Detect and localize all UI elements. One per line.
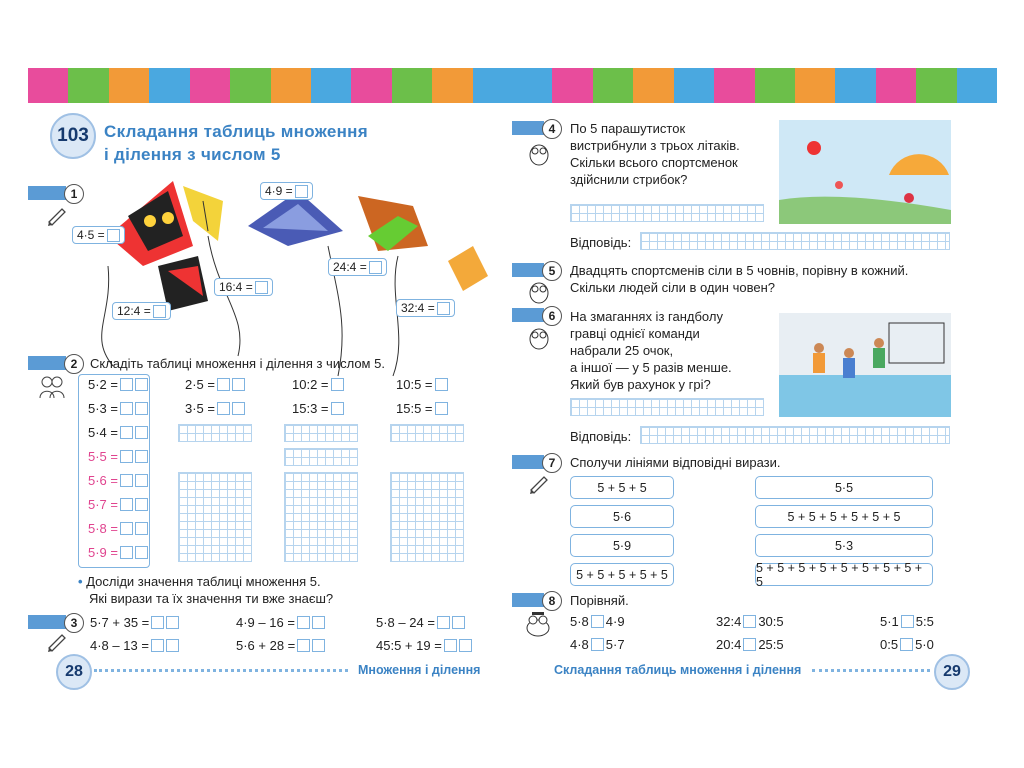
compare bbox=[716, 637, 784, 652]
answer-box[interactable] bbox=[217, 378, 230, 391]
match-right-4[interactable]: 5 + 5 + 5 + 5 + 5 + 5 + 5 + 5 + 5 bbox=[755, 563, 933, 586]
frog-scholar-icon bbox=[524, 610, 552, 638]
eq bbox=[90, 638, 179, 653]
answer-box[interactable] bbox=[120, 498, 133, 511]
compare-left: 32:4 bbox=[716, 614, 742, 629]
task-6-text bbox=[570, 308, 732, 393]
table-expr: 5·4 = bbox=[88, 425, 118, 440]
answer-box[interactable] bbox=[135, 474, 148, 487]
answer-box[interactable] bbox=[120, 474, 133, 487]
task-6-number: 6 bbox=[542, 306, 562, 326]
title-line-2: і ділення з числом 5 bbox=[104, 145, 281, 164]
answer-box[interactable] bbox=[135, 522, 148, 535]
color-band bbox=[28, 68, 513, 103]
answer-grid[interactable] bbox=[284, 448, 358, 466]
answer-box[interactable] bbox=[120, 426, 133, 439]
handball-image bbox=[779, 313, 951, 417]
answer-box[interactable] bbox=[151, 616, 164, 629]
compare-right: 5·0 bbox=[915, 637, 934, 652]
kite-label-4[interactable] bbox=[214, 278, 273, 296]
answer-box[interactable] bbox=[135, 498, 148, 511]
lesson-title bbox=[104, 120, 368, 166]
right-page bbox=[512, 68, 997, 700]
text-line: набрали 25 очок, bbox=[570, 343, 674, 358]
answer-grid[interactable] bbox=[570, 398, 764, 416]
answer-box[interactable] bbox=[312, 616, 325, 629]
compare-box[interactable] bbox=[591, 638, 604, 651]
answer-grid[interactable] bbox=[640, 426, 950, 444]
task-7-text: Сполучи лініями відповідні вирази. bbox=[570, 455, 781, 470]
eq-text: 2·5 = bbox=[185, 377, 215, 392]
compare-left: 5·8 bbox=[570, 614, 589, 629]
answer-box[interactable] bbox=[255, 281, 268, 294]
match-right-3[interactable]: 5·3 bbox=[755, 534, 933, 557]
text-line: вистрибнули з трьох літаків. bbox=[570, 138, 740, 153]
kite-expr: 24:4 = bbox=[333, 260, 367, 274]
kite-label-5[interactable] bbox=[112, 302, 171, 320]
answer-box[interactable] bbox=[135, 450, 148, 463]
task-2-number: 2 bbox=[64, 354, 84, 374]
pair-work-icon bbox=[38, 374, 66, 400]
kite-expr: 12:4 = bbox=[117, 304, 151, 318]
answer-box[interactable] bbox=[437, 616, 450, 629]
eq bbox=[376, 638, 472, 653]
task-4-text bbox=[570, 120, 740, 188]
note-line-2: Які вирази та їх значення ти вже знаєш? bbox=[89, 591, 334, 606]
answer-box[interactable] bbox=[120, 546, 133, 559]
answer-box[interactable] bbox=[135, 402, 148, 415]
footer-text: Складання таблиць множення і ділення bbox=[554, 663, 802, 677]
task-4-number: 4 bbox=[542, 119, 562, 139]
match-right-2[interactable]: 5 + 5 + 5 + 5 + 5 + 5 bbox=[755, 505, 933, 528]
eq bbox=[396, 377, 448, 392]
eq-text: 4·9 – 16 = bbox=[236, 615, 295, 630]
task-bar bbox=[28, 356, 66, 370]
answer-box[interactable] bbox=[435, 402, 448, 415]
table-row bbox=[88, 401, 148, 416]
compare-box[interactable] bbox=[743, 638, 756, 651]
answer-box[interactable] bbox=[297, 616, 310, 629]
text-line: Двадцять спортсменів сіли в 5 човнів, порівну в кожний. bbox=[570, 263, 909, 278]
compare bbox=[880, 637, 934, 652]
page-number: 29 bbox=[934, 654, 970, 690]
task-bar bbox=[512, 121, 544, 135]
answer-grid[interactable] bbox=[390, 424, 464, 442]
task-5-number: 5 bbox=[542, 261, 562, 281]
task-bar bbox=[512, 263, 544, 277]
answer-box[interactable] bbox=[437, 302, 450, 315]
footer-dots bbox=[812, 669, 930, 672]
task-2-text: Складіть таблиці множення і ділення з числом 5. bbox=[90, 356, 385, 371]
eq-text: 5·8 – 24 = bbox=[376, 615, 435, 630]
table-row bbox=[88, 425, 148, 440]
answer-box[interactable] bbox=[295, 185, 308, 198]
answer-grid[interactable] bbox=[570, 204, 764, 222]
answer-box[interactable] bbox=[232, 378, 245, 391]
answer-box[interactable] bbox=[452, 616, 465, 629]
answer-label: Відповідь: bbox=[570, 429, 632, 444]
compare bbox=[570, 614, 625, 629]
match-left-3[interactable]: 5·9 bbox=[570, 534, 674, 557]
compare-right: 30:5 bbox=[758, 614, 784, 629]
pencil-icon bbox=[46, 204, 68, 226]
answer-box[interactable] bbox=[151, 639, 164, 652]
task-1-number: 1 bbox=[64, 184, 84, 204]
table-row bbox=[88, 449, 148, 464]
owl-icon bbox=[528, 140, 550, 166]
task-8-number: 8 bbox=[542, 591, 562, 611]
kite-expr: 32:4 = bbox=[401, 301, 435, 315]
text-line: На змаганнях із гандболу bbox=[570, 309, 723, 324]
compare-right: 25:5 bbox=[758, 637, 784, 652]
note: • Досліди значення таблиці множення 5. Які вирази та їх значення ти вже знаєш? bbox=[78, 574, 334, 606]
task-bar bbox=[28, 615, 66, 629]
table-row bbox=[88, 545, 148, 560]
eq-text: 45:5 + 19 = bbox=[376, 638, 442, 653]
kite-expr: 4·5 = bbox=[77, 228, 105, 242]
text-line: По 5 парашутисток bbox=[570, 121, 686, 136]
table-expr: 5·5 = bbox=[88, 449, 118, 464]
table-expr: 5·8 = bbox=[88, 521, 118, 536]
eq bbox=[185, 401, 245, 416]
answer-box[interactable] bbox=[331, 378, 344, 391]
eq-text: 5·6 + 28 = bbox=[236, 638, 296, 653]
answer-grid[interactable] bbox=[178, 472, 252, 562]
task-8-text: Порівняй. bbox=[570, 593, 629, 608]
eq-text: 15:5 = bbox=[396, 401, 433, 416]
match-right-1[interactable]: 5·5 bbox=[755, 476, 933, 499]
compare bbox=[570, 637, 625, 652]
compare bbox=[716, 614, 784, 629]
eq-text: 10:2 = bbox=[292, 377, 329, 392]
match-left-4[interactable]: 5 + 5 + 5 + 5 + 5 bbox=[570, 563, 674, 586]
kite-expr: 16:4 = bbox=[219, 280, 253, 294]
table-row bbox=[88, 377, 148, 392]
parachutists-image bbox=[779, 120, 951, 224]
eq bbox=[236, 638, 325, 653]
answer-box[interactable] bbox=[120, 450, 133, 463]
answer-grid[interactable] bbox=[284, 472, 358, 562]
compare-right: 5·7 bbox=[605, 637, 625, 652]
eq-text: 5·7 + 35 = bbox=[90, 615, 150, 630]
answer-box[interactable] bbox=[166, 616, 179, 629]
eq bbox=[236, 615, 325, 630]
compare-left: 0:5 bbox=[880, 637, 899, 652]
text-line: а іншої — у 5 разів менше. bbox=[570, 360, 732, 375]
eq-text: 15:3 = bbox=[292, 401, 329, 416]
table-row bbox=[88, 497, 148, 512]
answer-box[interactable] bbox=[459, 639, 472, 652]
kite-label-3[interactable] bbox=[328, 258, 387, 276]
left-page bbox=[28, 68, 513, 700]
compare-box[interactable] bbox=[901, 615, 914, 628]
task-3-number: 3 bbox=[64, 613, 84, 633]
task-bar bbox=[28, 186, 66, 200]
text-line: Який був рахунок у грі? bbox=[570, 377, 711, 392]
eq bbox=[376, 615, 465, 630]
answer-box[interactable] bbox=[120, 378, 133, 391]
answer-grid[interactable] bbox=[284, 424, 358, 442]
match-left-2[interactable]: 5·6 bbox=[570, 505, 674, 528]
answer-box[interactable] bbox=[166, 639, 179, 652]
eq-text: 4·8 – 13 = bbox=[90, 638, 149, 653]
eq-text: 3·5 = bbox=[185, 401, 215, 416]
compare-box[interactable] bbox=[591, 615, 604, 628]
lesson-number: 103 bbox=[50, 113, 96, 159]
match-left-1[interactable]: 5 + 5 + 5 bbox=[570, 476, 674, 499]
color-band bbox=[512, 68, 997, 103]
pencil-icon bbox=[528, 472, 550, 494]
kite-expr: 4·9 = bbox=[265, 184, 293, 198]
answer-box[interactable] bbox=[331, 402, 344, 415]
text-line: гравці однієї команди bbox=[570, 326, 700, 341]
answer-box[interactable] bbox=[232, 402, 245, 415]
answer-box[interactable] bbox=[120, 522, 133, 535]
table-expr: 5·7 = bbox=[88, 497, 118, 512]
table-expr: 5·3 = bbox=[88, 401, 118, 416]
answer-box[interactable] bbox=[135, 426, 148, 439]
answer-box[interactable] bbox=[107, 229, 120, 242]
answer-box[interactable] bbox=[435, 378, 448, 391]
answer-grid[interactable] bbox=[178, 424, 252, 442]
owl-icon bbox=[528, 324, 550, 350]
kite-label-6[interactable] bbox=[396, 299, 455, 317]
text-line: Скільки всього спортсменок bbox=[570, 155, 738, 170]
answer-box[interactable] bbox=[297, 639, 310, 652]
task-7-number: 7 bbox=[542, 453, 562, 473]
task-5-text bbox=[570, 262, 908, 296]
kite-label-1[interactable] bbox=[72, 226, 125, 244]
answer-box[interactable] bbox=[153, 305, 166, 318]
compare-box[interactable] bbox=[743, 615, 756, 628]
kite-label-2[interactable] bbox=[260, 182, 313, 200]
answer-box[interactable] bbox=[135, 546, 148, 559]
task-bar bbox=[512, 593, 544, 607]
eq bbox=[292, 377, 344, 392]
table-expr: 5·6 = bbox=[88, 473, 118, 488]
eq-text: 10:5 = bbox=[396, 377, 433, 392]
text-line: Скільки людей сіли в один човен? bbox=[570, 280, 775, 295]
page-number: 28 bbox=[56, 654, 92, 690]
task-bar bbox=[512, 455, 544, 469]
footer-dots bbox=[94, 669, 348, 672]
pencil-icon bbox=[46, 630, 68, 652]
compare-left: 4·8 bbox=[570, 637, 589, 652]
answer-box[interactable] bbox=[369, 261, 382, 274]
table-expr: 5·2 = bbox=[88, 377, 118, 392]
answer-box[interactable] bbox=[312, 639, 325, 652]
footer-text: Множення і ділення bbox=[358, 663, 481, 677]
title-line-1: Складання таблиць множення bbox=[104, 122, 368, 141]
note-line-1: Досліди значення таблиці множення 5. bbox=[86, 574, 321, 589]
answer-grid[interactable] bbox=[390, 472, 464, 562]
compare bbox=[880, 614, 934, 629]
answer-box[interactable] bbox=[444, 639, 457, 652]
answer-box[interactable] bbox=[120, 402, 133, 415]
compare-left: 20:4 bbox=[716, 637, 742, 652]
eq bbox=[90, 615, 179, 630]
task-bar bbox=[512, 308, 544, 322]
eq bbox=[185, 377, 245, 392]
compare-left: 5·1 bbox=[880, 614, 899, 629]
table-row bbox=[88, 521, 148, 536]
compare-right: 4·9 bbox=[605, 614, 625, 629]
compare-box[interactable] bbox=[900, 638, 913, 651]
text-line: здійснили стрибок? bbox=[570, 172, 688, 187]
answer-label: Відповідь: bbox=[570, 235, 632, 250]
eq bbox=[292, 401, 344, 416]
compare-right: 5:5 bbox=[915, 614, 934, 629]
eq bbox=[396, 401, 448, 416]
table-expr: 5·9 = bbox=[88, 545, 118, 560]
answer-box[interactable] bbox=[217, 402, 230, 415]
answer-grid[interactable] bbox=[640, 232, 950, 250]
owl-icon bbox=[528, 278, 550, 304]
answer-box[interactable] bbox=[135, 378, 148, 391]
table-row bbox=[88, 473, 148, 488]
